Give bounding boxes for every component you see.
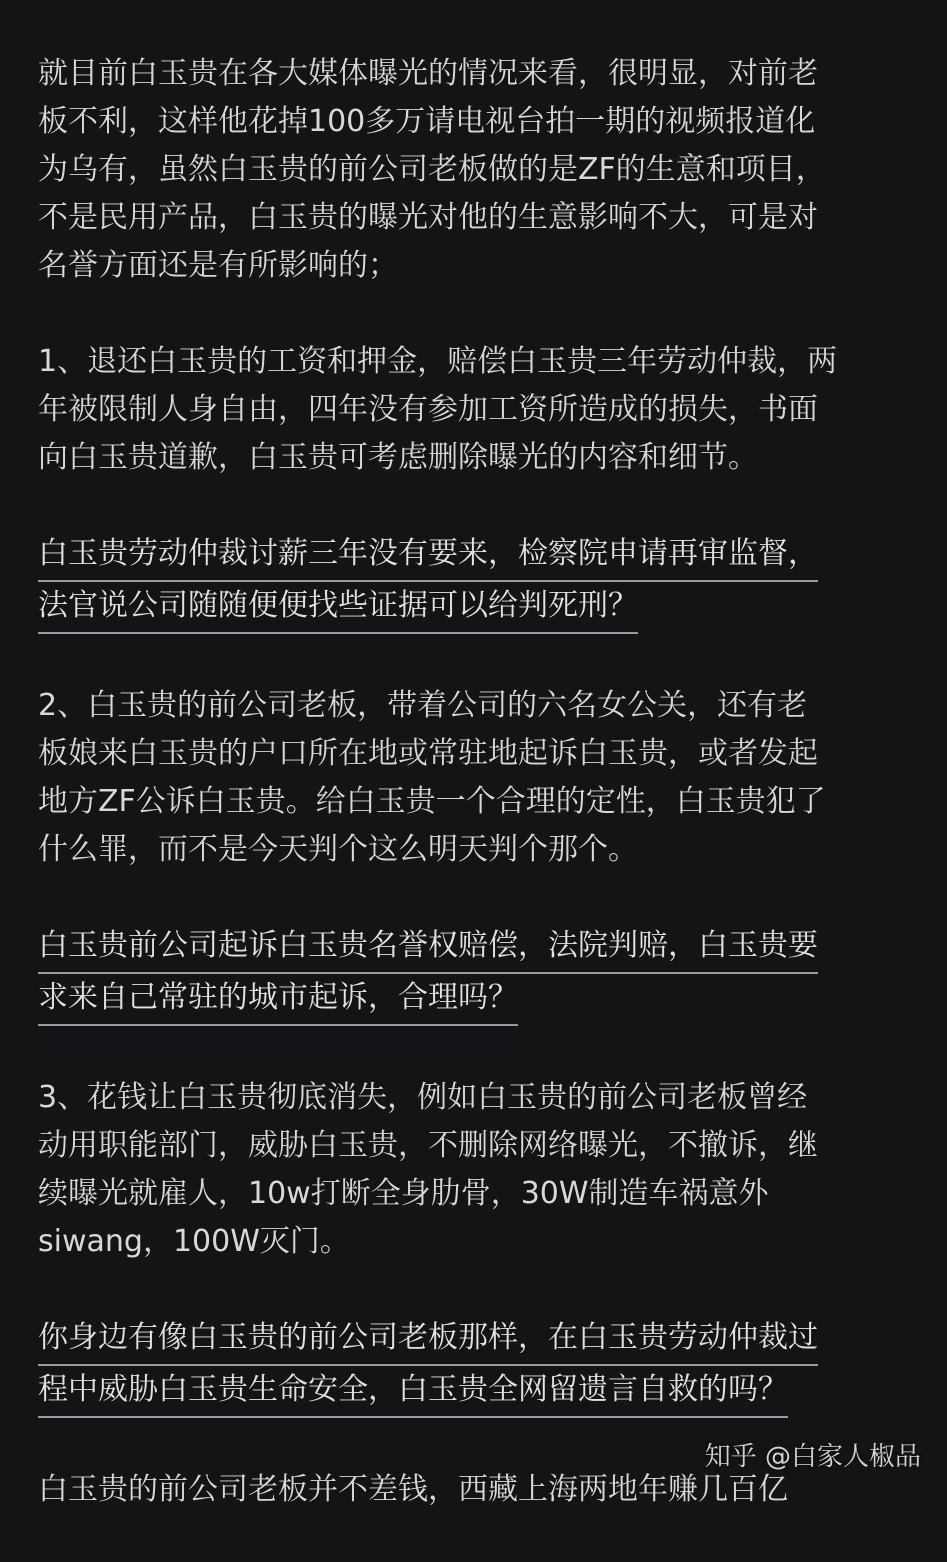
question-link-1[interactable]	[38, 530, 910, 634]
text-line: 地方ZF公诉白玉贵。给白玉贵一个合理的定性，白玉贵犯了	[38, 784, 826, 819]
text-line: 板不利，这样他花掉100多万请电视台拍一期的视频报道化	[38, 104, 816, 139]
text-line: 什么罪，而不是今天判个这么明天判个那个。	[38, 832, 638, 867]
article-body	[38, 50, 910, 1562]
text-line: 3、花钱让白玉贵彻底消失，例如白玉贵的前公司老板曾经	[38, 1080, 808, 1115]
link-line[interactable]: 程中威胁白玉贵生命安全，白玉贵全网留遗言自救的吗？	[38, 1366, 788, 1418]
question-link-2[interactable]	[38, 922, 910, 1026]
paragraph-point-2	[38, 682, 910, 874]
paragraph-point-3	[38, 1074, 910, 1266]
text-line: siwang，100W灭门。	[38, 1224, 350, 1259]
text-line: 板娘来白玉贵的户口所在地或常驻地起诉白玉贵，或者发起	[38, 736, 818, 771]
text-line: 名誉方面还是有所影响的；	[38, 248, 398, 283]
text-line: 为乌有，虽然白玉贵的前公司老板做的是ZF的生意和项目，	[38, 152, 826, 187]
link-line[interactable]: 求来自己常驻的城市起诉，合理吗？	[38, 974, 518, 1026]
text-line: 就目前白玉贵在各大媒体曝光的情况来看，很明显，对前老	[38, 56, 818, 91]
link-line[interactable]: 白玉贵劳动仲裁讨薪三年没有要来，检察院申请再审监督，	[38, 530, 818, 582]
text-line: 年被限制人身自由，四年没有参加工资所造成的损失，书面	[38, 392, 818, 427]
text-line: 白玉贵的前公司老板并不差钱，西藏上海两地年赚几百亿	[38, 1472, 788, 1507]
paragraph-point-1	[38, 338, 910, 482]
link-line[interactable]: 白玉贵前公司起诉白玉贵名誉权赔偿，法院判赔，白玉贵要	[38, 922, 818, 974]
text-line: 1、退还白玉贵的工资和押金，赔偿白玉贵三年劳动仲裁，两	[38, 344, 838, 379]
link-line[interactable]: 你身边有像白玉贵的前公司老板那样，在白玉贵劳动仲裁过	[38, 1314, 818, 1366]
text-line: 动用职能部门，威胁白玉贵，不删除网络曝光，不撤诉，继	[38, 1128, 818, 1163]
question-link-3[interactable]	[38, 1314, 910, 1418]
text-line: 不是民用产品，白玉贵的曝光对他的生意影响不大，可是对	[38, 200, 818, 235]
text-line: 向白玉贵道歉，白玉贵可考虑删除曝光的内容和细节。	[38, 440, 758, 475]
text-line: 2、白玉贵的前公司老板，带着公司的六名女公关，还有老	[38, 688, 808, 723]
zhihu-watermark: 知乎 @白家人椒品	[704, 1442, 921, 1472]
paragraph-closing	[38, 1466, 910, 1514]
paragraph-intro	[38, 50, 910, 290]
text-line: 续曝光就雇人，10w打断全身肋骨，30W制造车祸意外	[38, 1176, 769, 1211]
link-line[interactable]: 法官说公司随随便便找些证据可以给判死刑？	[38, 582, 638, 634]
